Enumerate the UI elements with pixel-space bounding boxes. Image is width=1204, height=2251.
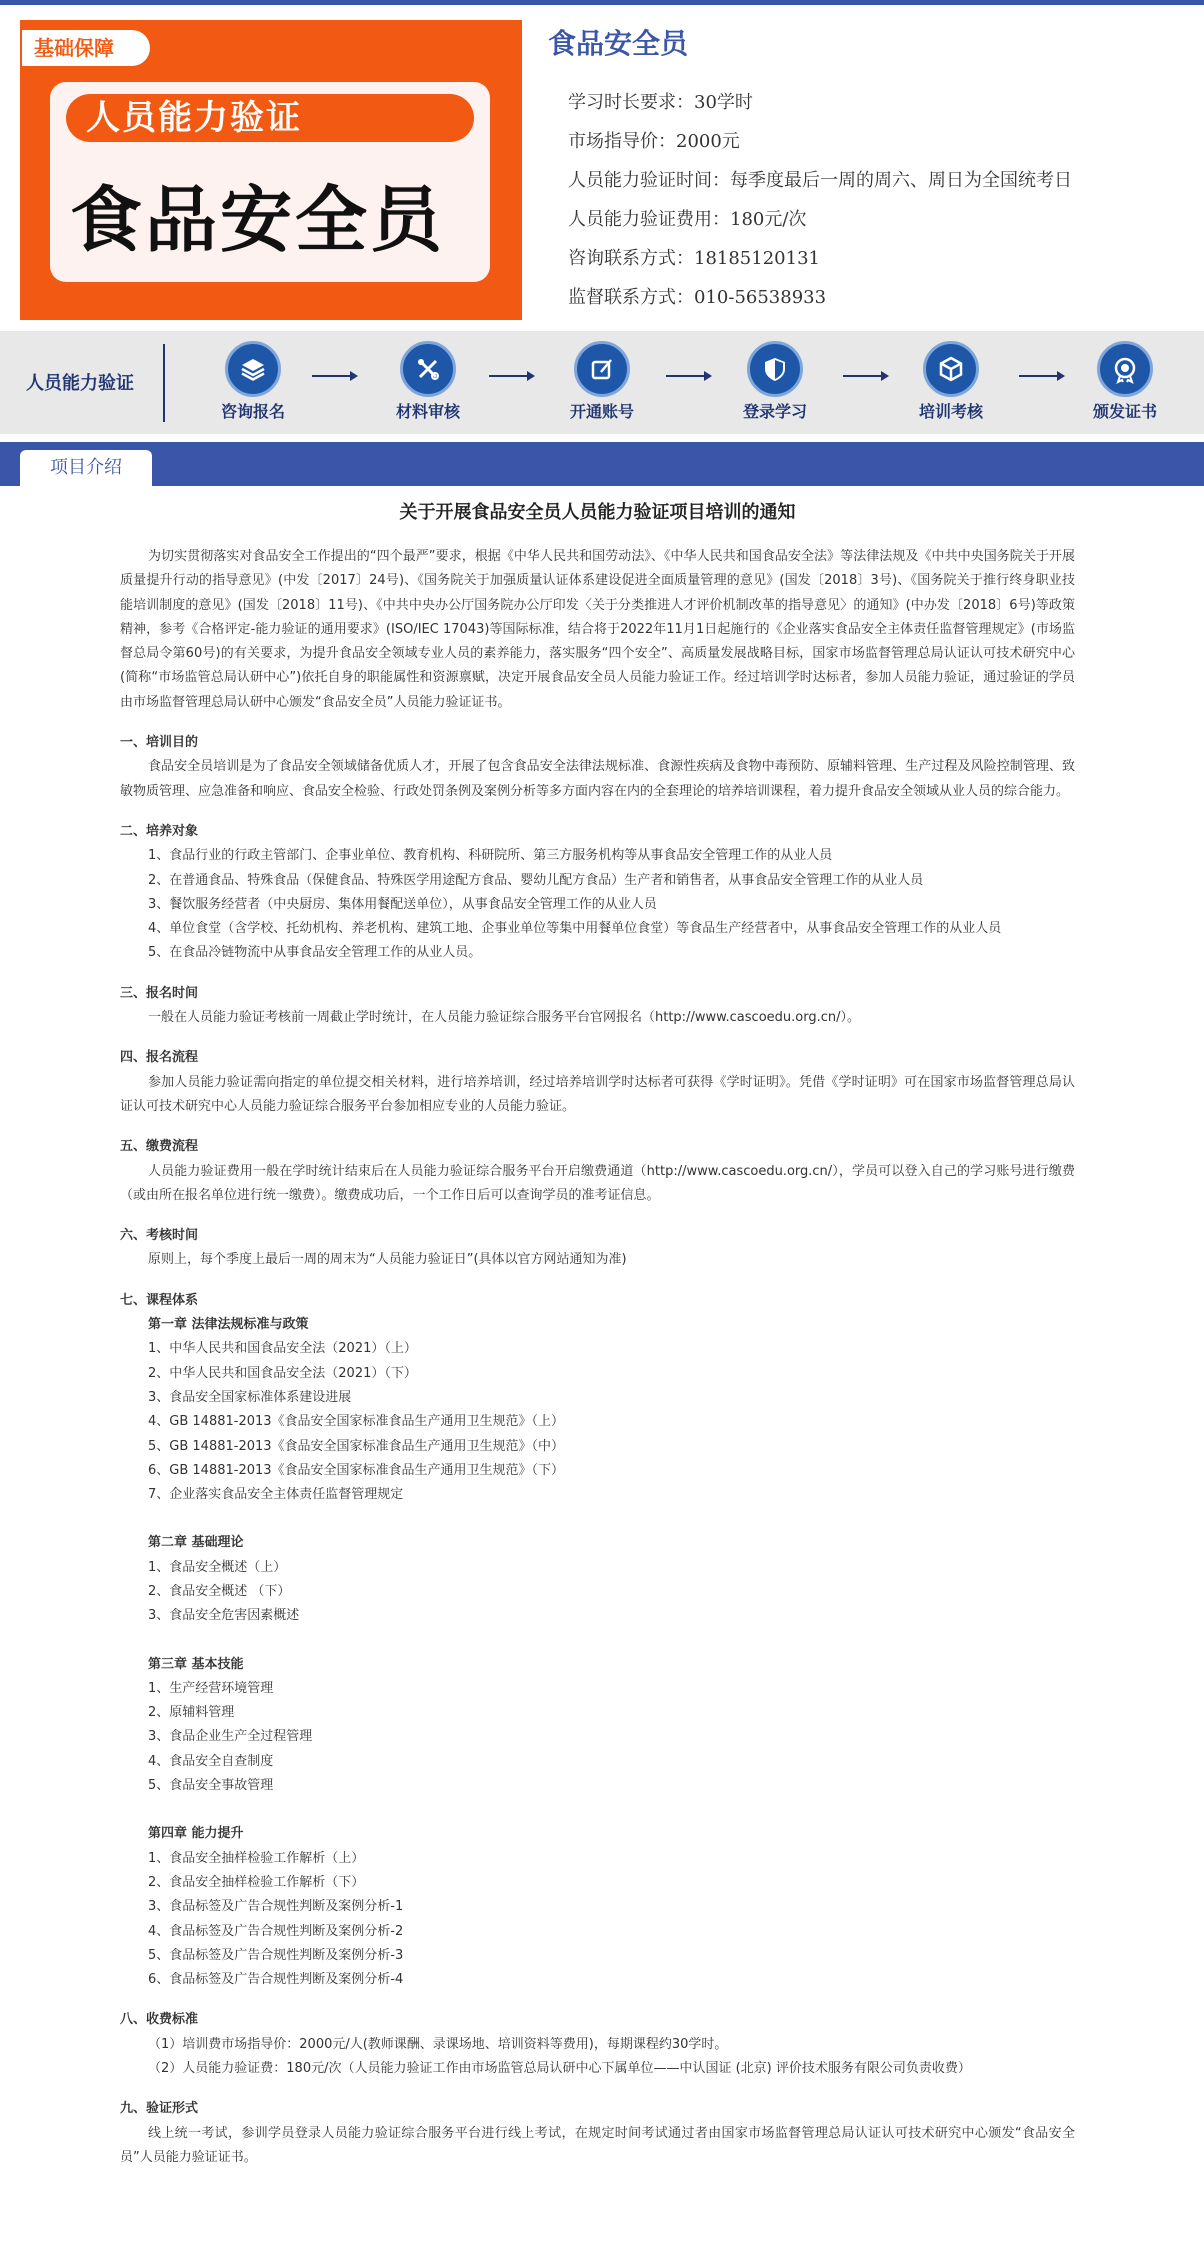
section-heading: 七、课程体系 xyxy=(120,1292,199,1308)
step-label: 培训考核 xyxy=(918,402,983,421)
step-login-study[interactable] xyxy=(720,341,830,422)
step-training-exam[interactable] xyxy=(896,341,1006,422)
step-label: 开通账号 xyxy=(569,402,634,421)
list-item: 5、食品安全事故管理 xyxy=(148,1778,274,1794)
info-supervision-contact: 监督联系方式：010-56538933 xyxy=(568,287,827,308)
article-intro: 为切实贯彻落实对食品安全工作提出的“四个最严”要求，根据《中华人民共和国劳动法》、《中华人民共和国食品安全法》等法律法规及《中共中央国务院关于开展质量提升行动的指导意见》(中发〔2017〕24号)、《国务院关于加强质量认证体系建设促进全面质量管理的意见》(国发〔2018〕3号)、《国务院关于推行终身职业技能培训制度的意见》(国发〔2018〕11号)、《中共中央办公厅国务院办公厅印发〈关于分类推进人才评价机制改革的指导意见〉的通知》(中办发〔2018〕6号)等政策精神，参考《合格评定-能力验证的通用要求》(ISO/IEC 17043)等国际标准，结合将于2022年11月1日起施行的《企业落实食品安全主体责任监督管理规定》(市场监督总局令第60号)的有关要求，为提升食品安全领域专业人员的素养能力，落实服务“四个安全”、高质量发展战略目标，国家市场监督管理总局认证认可技术研究中心(简称“市场监管总局认研中心”)依托自身的职能属性和资源禀赋，决定开展食品安全员人员能力验证工作。经过培训学时达标者，参加人员能力验证，通过验证的学员由市场监督管理总局认研中心颁发“食品安全员”人员能力验证证书。 xyxy=(120,549,1075,710)
banner-pill-text: 人员能力验证 xyxy=(86,98,302,138)
banner-card xyxy=(50,82,490,282)
medal-icon xyxy=(1097,341,1153,397)
arrow-icon xyxy=(1019,375,1063,377)
section-heading: 四、报名流程 xyxy=(120,1050,199,1066)
section-text: 人员能力验证费用一般在学时统计结束后在人员能力验证综合服务平台开启缴费通道（http://www.cascoedu.org.cn/），学员可以登入自己的学习账号进行缴费（或由所在报名单位进行统一缴费）。缴费成功后，一个工作日后可以查询学员的准考证信息。 xyxy=(120,1163,1075,1203)
section-heading: 九、验证形式 xyxy=(120,2101,199,2117)
list-item: 3、餐饮服务经营者（中央厨房、集体用餐配送单位），从事食品安全管理工作的从业人员 xyxy=(148,896,657,912)
section-heading: 五、缴费流程 xyxy=(120,1139,199,1155)
list-item: 2、食品安全概述 （下） xyxy=(148,1583,291,1599)
list-item: 2、原辅料管理 xyxy=(148,1705,235,1721)
step-label: 咨询报名 xyxy=(220,402,285,421)
list-item: 1、食品安全抽样检验工作解析（上） xyxy=(148,1850,365,1866)
list-item: 5、GB 14881-2013《食品安全国家标准食品生产通用卫生规范》（中） xyxy=(148,1438,565,1454)
section-heading: 三、报名时间 xyxy=(120,985,199,1001)
chapter-title: 第一章 法律法规标准与政策 xyxy=(148,1317,309,1333)
tab-project-intro[interactable]: 项目介绍 xyxy=(20,450,152,486)
info-duration: 学习时长要求：30学时 xyxy=(568,92,753,113)
process-divider xyxy=(163,344,165,422)
info-consult-contact: 咨询联系方式：18185120131 xyxy=(568,248,820,269)
section-text: 线上统一考试，参训学员登录人员能力验证综合服务平台进行线上考试，在规定时间考试通过者由国家市场监督管理总局认证认可技术研究中心颁发“食品安全员”人员能力验证证书。 xyxy=(120,2125,1075,2165)
list-item: 3、食品标签及广告合规性判断及案例分析-1 xyxy=(148,1899,404,1915)
list-item: 1、中华人民共和国食品安全法（2021）（上） xyxy=(148,1341,417,1357)
list-item: 3、食品安全危害因素概述 xyxy=(148,1608,300,1624)
step-label: 登录学习 xyxy=(742,402,807,421)
article-title: 关于开展食品安全员人员能力验证项目培训的通知 xyxy=(399,502,796,523)
chapter-title: 第三章 基本技能 xyxy=(148,1656,244,1672)
list-item: 1、食品行业的行政主管部门、企事业单位、教育机构、科研院所、第三方服务机构等从事食品安全管理工作的从业人员 xyxy=(148,848,833,864)
course-title: 食品安全员 xyxy=(548,27,689,60)
list-item: 5、食品标签及广告合规性判断及案例分析-3 xyxy=(148,1947,404,1963)
list-item: 2、在普通食品、特殊食品（保健食品、特殊医学用途配方食品、婴幼儿配方食品）生产者和销售者，从事食品安全管理工作的从业人员 xyxy=(148,872,924,888)
spacer xyxy=(120,1629,1075,1653)
tools-icon xyxy=(400,341,456,397)
process-flow xyxy=(0,331,1204,434)
course-banner xyxy=(20,20,522,320)
info-price: 市场指导价：2000元 xyxy=(568,131,740,152)
banner-badge xyxy=(22,30,150,66)
top-accent-line xyxy=(0,0,1204,5)
section-text: 一般在人员能力验证考核前一周截止学时统计，在人员能力验证综合服务平台官网报名（http://www.cascoedu.org.cn/）。 xyxy=(148,1010,860,1026)
section-heading: 一、培训目的 xyxy=(120,735,199,751)
list-item: 5、在食品冷链物流中从事食品安全管理工作的从业人员。 xyxy=(148,945,482,961)
cube-icon xyxy=(923,341,979,397)
step-review[interactable] xyxy=(373,341,483,422)
info-exam-time: 人员能力验证时间：每季度最后一周的周六、周日为全国统考日 xyxy=(568,170,1072,191)
edit-icon xyxy=(574,341,630,397)
info-exam-fee: 人员能力验证费用：180元/次 xyxy=(568,209,807,230)
step-label: 材料审核 xyxy=(395,402,460,421)
section-tabbar xyxy=(0,442,1204,486)
list-item: 4、食品安全自查制度 xyxy=(148,1753,274,1769)
list-item: 1、生产经营环境管理 xyxy=(148,1680,274,1696)
list-item: 4、GB 14881-2013《食品安全国家标准食品生产通用卫生规范》（上） xyxy=(148,1414,565,1430)
arrow-icon xyxy=(312,375,356,377)
list-item: 3、食品安全国家标准体系建设进展 xyxy=(148,1389,352,1405)
banner-title: 食品安全员 xyxy=(70,178,446,262)
spacer xyxy=(120,1507,1075,1531)
banner-badge-text: 基础保障 xyxy=(34,36,114,60)
list-item: 2、中华人民共和国食品安全法（2021）（下） xyxy=(148,1365,417,1381)
step-certificate[interactable] xyxy=(1070,341,1180,422)
banner-pill xyxy=(66,94,474,142)
shield-icon xyxy=(747,341,803,397)
list-item: （1）培训费市场指导价：2000元/人(教师课酬、录课场地、培训资料等费用)，每期课程约30学时。 xyxy=(148,2036,728,2052)
list-item: 7、企业落实食品安全主体责任监督管理规定 xyxy=(148,1487,404,1503)
list-item: 4、单位食堂（含学校、托幼机构、养老机构、建筑工地、企事业单位等集中用餐单位食堂）等食品生产经营者中，从事食品安全管理工作的从业人员 xyxy=(148,921,1002,937)
step-label: 颁发证书 xyxy=(1092,402,1157,421)
process-label: 人员能力验证 xyxy=(26,373,134,394)
section-heading: 六、考核时间 xyxy=(120,1228,199,1244)
list-item: 4、食品标签及广告合规性判断及案例分析-2 xyxy=(148,1923,404,1939)
section-heading: 二、培养对象 xyxy=(120,823,199,839)
arrow-icon xyxy=(843,375,887,377)
section-text: 原则上，每个季度上最后一周的周末为“人员能力验证日”(具体以官方网站通知为准) xyxy=(148,1252,627,1268)
list-item: 2、食品安全抽样检验工作解析（下） xyxy=(148,1874,365,1890)
arrow-icon xyxy=(666,375,710,377)
list-item: 6、GB 14881-2013《食品安全国家标准食品生产通用卫生规范》（下） xyxy=(148,1462,565,1478)
step-open-account[interactable] xyxy=(547,341,657,422)
list-item: 1、食品安全概述（上） xyxy=(148,1559,287,1575)
step-consult[interactable] xyxy=(198,341,308,422)
layers-icon xyxy=(225,341,281,397)
list-item: 6、食品标签及广告合规性判断及案例分析-4 xyxy=(148,1972,404,1988)
section-heading: 八、收费标准 xyxy=(120,2012,199,2028)
chapter-title: 第二章 基础理论 xyxy=(148,1535,244,1551)
section-text: 食品安全员培训是为了食品安全领域储备优质人才，开展了包含食品安全法律法规标准、食源性疾病及食物中毒预防、原辅料管理、生产过程及风险控制管理、致敏物质管理、应急准备和响应、食品安全检验、行政处罚条例及案例分析等多方面内容在内的全套理论的培养培训课程，着力提升食品安全领域从业人员的综合能力。 xyxy=(120,759,1075,799)
section-text: 参加人员能力验证需向指定的单位提交相关材料，进行培养培训，经过培养培训学时达标者可获得《学时证明》。凭借《学时证明》可在国家市场监督管理总局认证认可技术研究中心人员能力验证综合服务平台参加相应专业的人员能力验证。 xyxy=(120,1074,1075,1114)
list-item: （2）人员能力验证费：180元/次（人员能力验证工作由市场监管总局认研中心下属单位——中认国证 (北京) 评价技术服务有限公司负责收费） xyxy=(148,2061,971,2077)
spacer xyxy=(120,1798,1075,1822)
list-item: 3、食品企业生产全过程管理 xyxy=(148,1729,313,1745)
arrow-icon xyxy=(489,375,533,377)
course-info xyxy=(568,92,1072,326)
chapter-title: 第四章 能力提升 xyxy=(148,1826,244,1842)
article-body xyxy=(120,499,1075,2170)
